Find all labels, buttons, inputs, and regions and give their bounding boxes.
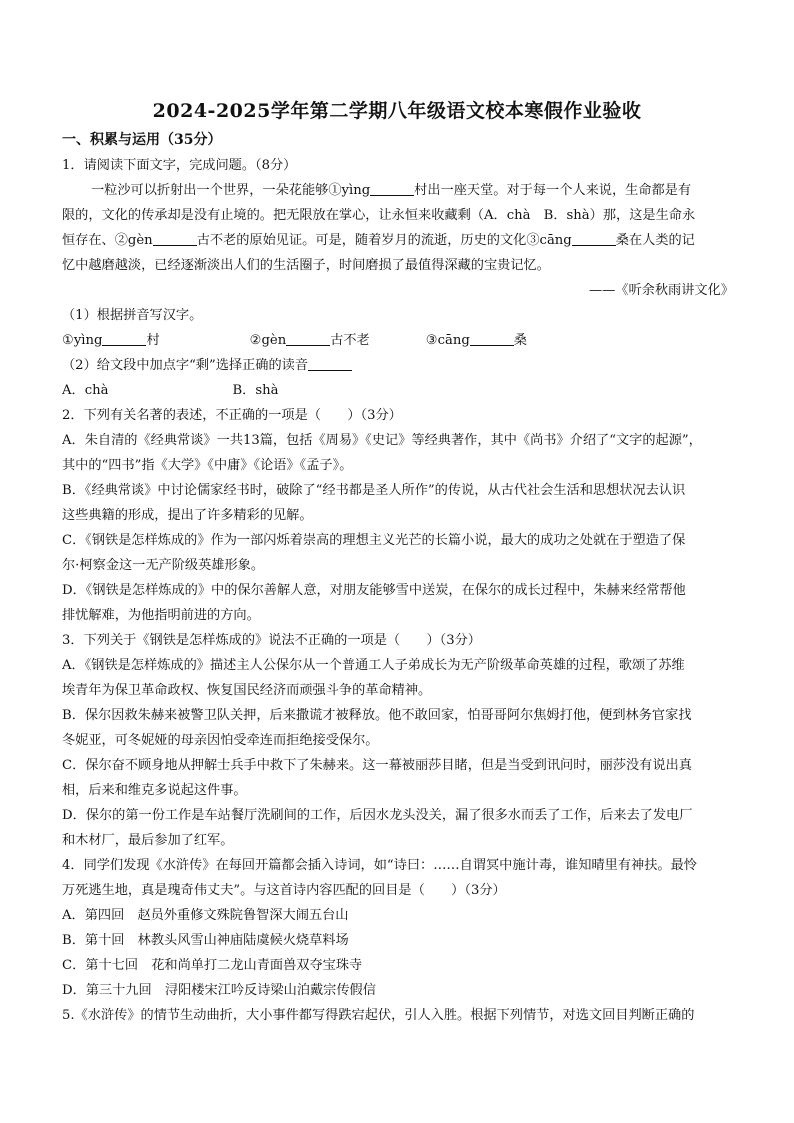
sub-question-2-options <box>62 381 734 400</box>
answer-blank <box>470 333 514 346</box>
answer-blank <box>153 233 197 246</box>
question-3-option-a-cont: 埃青年为保卫革命政权、恢复国民经济而顽强斗争的革命精神。 <box>62 683 432 698</box>
sub-question-2-text: （2）给文段中加点字“剩”选择正确的读音 <box>62 358 309 373</box>
page-title: 2024-2025学年第二学期八年级语文校本寒假作业验收 <box>152 100 642 122</box>
passage-text: 一粒沙可以折射出一个世界，一朵花能够①yìng <box>91 183 371 198</box>
question-1-stem: 1．请阅读下面文字，完成问题。（8分） <box>62 158 297 173</box>
sub-question-1: （1）根据拼音写汉字。 <box>62 308 203 323</box>
answer-blank <box>102 333 146 346</box>
option-a: A．chà <box>62 383 109 398</box>
question-3-option-b: B．保尔因救朱赫来被警卫队关押，后来撒谎才被释放。他不敢回家，怕哥哥阿尔焦姆打他，便到林务官家找 <box>62 708 692 723</box>
pinyin-blanks-row <box>62 331 734 350</box>
option-b: B．shà <box>232 383 279 398</box>
question-2-option-c: C．《钢铁是怎样炼成的》作为一部闪烁着崇高的理想主义光芒的长篇小说，最大的成功之处就在于塑造了保 <box>62 533 686 548</box>
passage-text: 村出一座天堂。对于每一个人来说，生命都是有 <box>414 183 692 198</box>
passage-text: 古不老的原始见证。可是，随着岁月的流逝，历史的文化③cāng <box>196 233 572 248</box>
section-heading: 一、积累与运用（35分） <box>62 132 222 148</box>
question-2-option-d: D．《钢铁是怎样炼成的》中的保尔善解人意，对朋友能够雪中送炭，在保尔的成长过程中，朱赫来经常帮他 <box>62 583 686 598</box>
answer-blank <box>286 333 330 346</box>
pinyin-a: ①yìng <box>62 333 103 348</box>
question-2-option-a: A．朱自清的《经典常谈》一共13篇，包括《周易》《史记》等经典著作，其中《尚书》介绍了“文字的起源”， <box>62 433 702 448</box>
pinyin-a-suffix: 村 <box>146 333 160 348</box>
answer-blank <box>308 358 352 371</box>
question-4-option-d: D．第三十九回 浔阳楼宋江吟反诗梁山泊戴宗传假信 <box>62 983 376 998</box>
pinyin-b: ②gèn <box>249 333 287 348</box>
question-4-stem-cont: 万死逃生地，真是瑰奇伟丈夫”。与这首诗内容匹配的回目是（ ）（3分） <box>62 883 506 898</box>
question-2-option-b: B．《经典常谈》中讨论儒家经书时，破除了“经书都是圣人所作”的传说，从古代社会生活和思想状况去认识 <box>62 483 686 498</box>
question-2-option-c-cont: 尔·柯察金这一无产阶级英雄形象。 <box>62 558 265 573</box>
question-3-option-c-cont: 相，后来和维克多说起这件事。 <box>62 783 247 798</box>
question-3-option-d: D．保尔的第一份工作是车站餐厅洗刷间的工作，后因水龙头没关，漏了很多水而丢了工作，后来去了发电厂 <box>62 808 693 823</box>
passage-text: 桑在人类的记 <box>615 233 695 248</box>
question-4-option-b: B．第十回 林教头风雪山神庙陆虞候火烧草料场 <box>62 933 349 948</box>
pinyin-b-suffix: 古不老 <box>330 333 370 348</box>
question-2-option-a-cont: 其中的“四书”指《大学》《中庸》《论语》《孟子》。 <box>62 458 353 473</box>
question-4-option-c: C．第十七回 花和尚单打二龙山青面兽双夺宝珠寺 <box>62 958 363 973</box>
question-2-option-d-cont: 排忧解难，为他指明前进的方向。 <box>62 608 260 623</box>
sub-question-2 <box>62 356 734 375</box>
passage-line-4: 忆中越磨越淡，已经逐渐淡出人们的生活圈子，时间磨损了最值得深藏的宝贵记忆。 <box>62 258 550 273</box>
passage-source: ——《听余秋雨讲文化》 <box>588 283 734 298</box>
question-3-option-a: A．《钢铁是怎样炼成的》描述主人公保尔从一个普通工人子弟成长为无产阶级革命英雄的过程，歌颂了苏维 <box>62 658 685 673</box>
answer-blank <box>572 233 616 246</box>
question-4-stem: 4．同学们发现《水浒传》在每回开篇都会插入诗词，如“诗曰：……自谓冥中施计毒，谁知晴里有神扶。最怜 <box>62 858 697 873</box>
passage-line-3 <box>62 231 734 250</box>
question-3-option-b-cont: 冬妮亚，可冬妮娅的母亲因怕受牵连而拒绝接受保尔。 <box>62 733 379 748</box>
passage-line-1 <box>91 181 734 200</box>
pinyin-c-suffix: 桑 <box>513 333 527 348</box>
question-4-option-a: A．第四回 赵员外重修文殊院鲁智深大闹五台山 <box>62 908 349 923</box>
question-3-option-c: C．保尔奋不顾身地从押解士兵手中救下了朱赫来。这一幕被丽莎目睹，但是当受到讯问时，丽莎没有说出真 <box>62 758 692 773</box>
passage-line-2: 限的，文化的传承却是没有止境的。把无限放在掌心，让永恒来收藏剩（A．chà B．shà）那，这是生命永 <box>62 208 696 223</box>
question-2-option-b-cont: 这些典籍的形成，提出了许多精彩的见解。 <box>62 508 313 523</box>
question-3-option-d-cont: 和木材厂，最后参加了红军。 <box>62 833 234 848</box>
question-3-stem: 3．下列关于《钢铁是怎样炼成的》说法不正确的一项是（ ）（3分） <box>62 633 481 648</box>
answer-blank <box>370 183 414 196</box>
question-2-stem: 2．下列有关名著的表述，不正确的一项是（ ）（3分） <box>62 408 402 423</box>
question-5-stem: 5.《水浒传》的情节生动曲折，大小事件都写得跌宕起伏，引人入胜。根据下列情节，对选文回目判断正确的 <box>62 1008 695 1023</box>
passage-text: 恒存在、②gèn <box>62 233 153 248</box>
pinyin-c: ③cāng <box>425 333 470 348</box>
